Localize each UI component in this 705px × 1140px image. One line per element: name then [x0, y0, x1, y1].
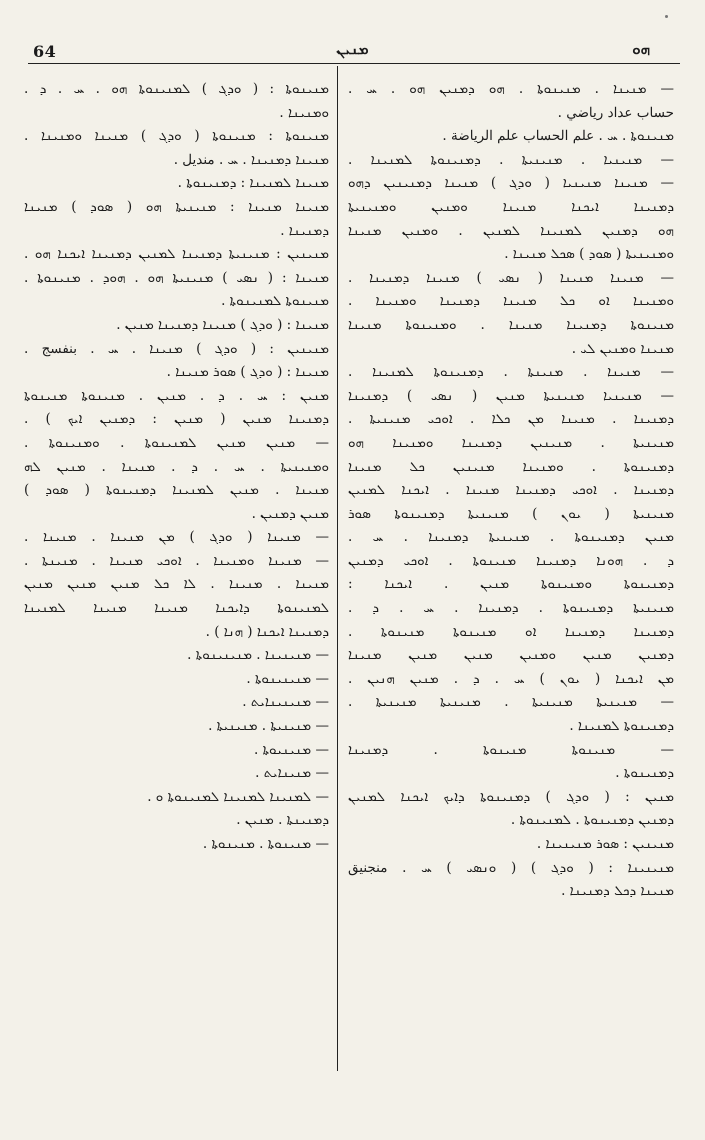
left-column-line: — ܡܢܝܢܐܝܬ . — [255, 765, 329, 782]
right-column-line: ܕܡܢܝܢܘܬܐ . — [615, 765, 674, 782]
right-column-line: ܕܡܢܝܢܐ ܐܝܟܢܐ ܡܢܝܢܐ ܘܡܢܝܢ ܘܡܢܝܢܝܬܐ — [348, 198, 674, 215]
column-divider — [337, 66, 338, 1071]
running-head: ܡܢܝܢ — [336, 40, 369, 58]
right-column-line: — ܡܢܝܢܐ . ܡܢܝܢܬܐ . ܕܡܢܝܢܘܬܐ ܠܡܢܝܢܐ . — [348, 364, 674, 381]
left-column-line: — ܡܢܝܢܝܬܐ . ܡܢܝܢܝܬܐ . — [208, 718, 329, 735]
left-column-line: ܡܢܝܢܐ : ( ܘܕܓ ) ܣܘܪ ܡܢܝܢܐ . — [166, 364, 329, 381]
left-column-line: ܕܡܢܝܢܐ ܐܝܟܢܐ ( ܗܢܐ ) . — [205, 623, 329, 640]
right-column — [348, 78, 674, 904]
right-column-line: ܡܢܝܢ ܕܡܢܝܢܘܬܐ . ܡܢܝܢܝܬܐ ܕܡܢܝܢܐ . ܚ . — [348, 529, 674, 546]
left-column-line: — ܡܢܝܢܝܢܐ . ܡܢܝܢܝܢܘܬܐ . — [187, 647, 329, 664]
right-column-line: ܕܡܢܝܢܘܬܐ ܘܡܢܝܢܘܬܐ ܡܢܝܢ . ܐܝܟܢܐ : — [348, 576, 674, 593]
left-column-line: ܠܡܢܝܢܘܬܐ ܕܐܝܟܢܐ ܡܢܝܢܐ ܡܢܝܢܐ ܠܡܢܝܢܐ — [24, 600, 329, 617]
right-column-line: ܕ . ܗܘܢܐ ܕܡܢܝܢܐ ܡܢܝܢܘܬܐ . ܐܘܟܝ ܕܡܢܝܢ — [348, 552, 674, 569]
left-column-line: — ܡܢܝܢܝܢܐܝܬ . — [242, 694, 329, 711]
left-column-line: — ܡܢܝܢ ܡܢܝܢ ܠܡܢܝܢܘܬܐ . ܘܡܢܝܢܘܬܐ . — [24, 434, 329, 451]
right-column-line: ܘܡܢܝܢܐ ܐܘ ܟܠ ܡܢܝܢܐ ܕܡܢܝܢܐ ܘܡܢܝܢܐ . — [348, 293, 674, 310]
left-column-line: ܡܢܝܢܐ : ( ܘܕܓ ) ܡܢܝܢܐ ܕܡܢܝܢܐ ܡܢܝܢ . — [116, 316, 329, 333]
left-column-line: — ܡܢܝܢܐ ܘܡܢܝܢܐ . ܐܘܟܝ ܡܢܝܢܐ . ܡܢܝܢܬܐ . — [24, 552, 329, 569]
right-column-line: ܕܡܢܝܢ ܡܢܝܢ ܘܡܢܝܢ ܡܢܝܢ ܡܢܝܢ ܡܢܝܢܐ — [348, 647, 674, 664]
right-column-line: — ܡܢܝܢܝܐ . ܡܢܝܢܝܬܐ . ܕܡܢܝܢܘܬܐ ܠܡܢܝܢܐ . — [348, 151, 674, 168]
left-column-line: ܡܢܝܢܐ ܠܡܢܝܢܐ : ܕܡܢܝܢܘܬܐ . — [177, 175, 329, 192]
right-column-line: ܡܢܝܢܝܬܐ . ܡܢܝܢܝܢ ܕܡܢܝܢܐ ܘܡܢܝܢܐ ܗܘ — [348, 434, 674, 451]
right-column-line: — ܡܢܝܢܐ . ܡܢܝܢܘܬܐ . ܗܘ ܕܡܢܝܢ ܗܘ . ܚ . — [348, 81, 674, 97]
right-column-line: — ܡܢܝܢܘܬܐ ܡܢܝܢܘܬܐ . ܕܡܢܝܢܐ — [348, 741, 674, 758]
right-column-line: ܡܢܝܢ : ( ܘܕܓ ) ܕܡܢܝܢܘܬܐ ܕܐܝܟ ܐܝܟܢܐ ܠܡܢܝܢ — [348, 788, 674, 805]
right-column-line: ܘܡܢܝܢܝܬܐ ( ܣܘܕ ) ܣܟܠ ܡܢܝܢܐ . — [504, 246, 674, 263]
right-column-line: ܡܢܝܢܘܬܐ ܕܡܢܝܢܐ ܡܢܝܢܐ . ܘܡܢܝܢܘܬܐ ܡܢܝܢܐ — [348, 316, 674, 333]
left-column-line: — ܡܢܝܢܝܢܘܬܐ . — [246, 670, 329, 687]
right-column-line: حساب عداد رياضي . — [557, 104, 674, 121]
right-column-line: — ܡܢܝܢܝܬܐ ܡܢܝܢܝܬܐ . ܡܢܝܢܝܬܐ ܡܢܝܢܝܬܐ . — [348, 694, 674, 711]
right-column-line: ܡܢܝܢܐ ܕܟܠ ܕܡܢܝܢܐ . — [561, 883, 674, 900]
left-column — [24, 78, 329, 857]
right-column-line: ܕܡܢܝܢܘܬܐ ܠܡܢܝܢܐ . — [569, 718, 674, 735]
left-column-line: ܘܡܢܝܢܐ . — [279, 104, 329, 121]
right-column-line: ܕܡܢܝܢܐ ܕܡܢܝܢܐ ܐܘ ܡܢܝܢܘܬܐ ܡܢܝܢܘܬܐ . — [348, 623, 674, 640]
right-column-line: ܕܡܢܝܢ ܕܡܢܝܢܘܬܐ . ܠܡܢܝܢܘܬܐ . — [510, 812, 674, 829]
right-column-line: ܡܢܝܢܘܬܐ . ܚ . علم الحساب علم الرياضة . — [442, 128, 674, 145]
right-column-line: — ܡܢܝܢܝܐ ܡܢܝܢܝܬܐ ܡܢܝܢ ( ܢܣܝ ) ܕܡܢܝܢܐ — [348, 387, 674, 404]
right-column-line: ܡܢܝܢܝܢ : ܣܘܪ ܡܢܝܢܝܢܐ . — [536, 836, 674, 852]
right-column-line: ܡܢܝܢܝܬܐ ( ܝܘܢ ) ܡܢܝܢܝܬܐ ܕܡܢܝܢܘܬܐ ܣܘܪ — [348, 505, 674, 522]
right-column-line: ܡܢ ܐܝܟܢܐ ( ܝܘܢ ) ܚ . ܕ . ܡܢܝܢ ܗܢܝܢ . — [348, 670, 674, 687]
section-letters: ܗܘ — [632, 40, 650, 58]
left-column-line: ܘܡܢܝܢܝܬܐ . ܚ . ܕ . ܡܢܝܢܐ . ܡܢܝܢ ܠܗ — [24, 458, 329, 475]
left-column-line: ܡܢܝܢܐ ܕܡܢܝܢܐ . ܚ . منديل . — [173, 151, 329, 168]
right-column-line: ܕܡܢܝܢܐ . ܐܘܟܝ ܕܡܢܝܢܐ ܡܢܝܢܐ . ܐܝܟܢܐ ܠܡܢܝܢ — [348, 482, 674, 499]
left-column-line: ܡܢܝܢܘܬܐ : ( ܘܕܓ ) ܠܡܢܝܢܘܬܐ ܗܘ . ܚ . ܕ . — [24, 81, 329, 97]
left-column-line: ܕܡܢܝܢܬܐ . ܡܢܝܢ . — [236, 812, 329, 829]
header-rule — [28, 63, 680, 64]
left-column-line: — ܡܢܝܢܘܬܐ . ܡܢܝܢܘܬܐ . — [202, 836, 329, 852]
left-column-line: ܕܡܢܝܢܐ . — [280, 222, 329, 239]
page-speck — [665, 15, 668, 18]
right-column-line: — ܡܢܝܢܐ ܡܢܝܢܝܐ ( ܘܕܓ ) ܡܢܝܢܐ ܕܡܢܝܢܝܢ ܕܗܘ — [348, 175, 674, 192]
left-column-line: ܡܢܝܢܐ ܡܢܝܢܐ : ܡܢܝܢܝܬܐ ܗܘ ( ܣܘܕ ) ܡܢܝܢܐ — [24, 198, 329, 215]
right-column-line: ܡܢܝܢܝܬܐ ܕܡܢܝܢܘܬܐ . ܕܡܢܝܢܐ . ܚ . ܕ . — [348, 600, 674, 617]
right-column-line: ܕܡܢܝܢܘܬܐ . ܘܡܢܝܢܐ ܡܢܝܢܝܢ ܟܠ ܡܢܝܢܐ — [348, 458, 674, 475]
left-column-line: ܡܢܝܢ : ܚ . ܕ . ܡܢܝܢ . ܡܢܝܢܘܬܐ ܡܢܝܢܘܬܐ — [24, 387, 329, 404]
left-column-line: ܡܢܝܢܝܢ : ( ܘܕܓ ) ܡܢܝܢܐ . ܚ . بنفسج . — [24, 340, 329, 357]
right-column-line: ܗܘ ܕܡܢܝܢ ܠܡܢܝܢܐ ܠܡܢܝܢ . ܘܡܢܝܢ ܡܢܝܢܐ — [348, 222, 674, 239]
left-column-line: — ܠܡܢܝܢܐ ܠܡܢܝܢܐ ܠܡܢܝܢܘܬܐ ܘ . — [147, 788, 329, 805]
left-column-line: ܡܢܝܢܐ . ܡܢܝܢܐ . ܠܐ ܟܠ ܡܢܝܢ ܡܢܝܢ ܡܢܝܢ — [24, 576, 329, 593]
left-column-line: — ܡܢܝܢܝܘܬܐ . — [253, 741, 329, 758]
left-column-line: ܡܢܝܢܐ : ( ܢܣܝ ) ܡܢܝܢܝܬܐ ܗܘ . ܗܘܕ . ܡܢܝܢܘܬܐ . — [24, 269, 329, 286]
left-column-line: ܕܡܢܝܢܐ ܡܢܝܢ ( ܡܢܝܢ : ܕܡܢܝܢ ܐܝܟ ) . — [24, 411, 329, 428]
left-column-line: ܡܢܝܢܘܬܐ ܠܡܢܝܢܘܬܐ . — [221, 293, 329, 310]
left-column-line: ܡܢܝܢܐ . ܡܢܝܢ ܠܡܢܝܢܐ ܕܡܢܝܢܘܬܐ ( ܣܘܕ ) — [24, 482, 329, 499]
right-column-line: ܡܢܝܢܐ ܘܡܢܝܢ ܠܝ . — [571, 340, 674, 357]
right-column-line: ܕܡܢܝܢܐ . ܡܢܝܢܐ ܡܢ ܟܠܐ . ܐܘܟܝ ܡܢܝܢܝܬܐ . — [348, 411, 674, 428]
right-column-line: ܡܢܝܢܝܢܐ : ( ܘܕܓ ) ( ܘܢܣܝ ) ܚ . منجنيق — [348, 859, 674, 876]
left-column-line: ܡܢܝܢ ܕܡܢܝܢ . — [251, 505, 329, 522]
right-column-line: — ܡܢܝܢܐ ܡܢܝܢܐ ( ܢܣܝ ) ܡܢܝܢܐ ܕܡܢܝܢܐ . — [348, 269, 674, 286]
page-number: 64 — [33, 42, 57, 61]
left-column-line: ܡܢܝܢܝܢ : ܡܢܝܢܝܬܐ ܕܡܢܝܢܐ ܠܡܢܝܢ ܕܡܢܝܢܐ ܐܝܟܢܐ ܗܘ . — [24, 246, 329, 263]
left-column-line: ܡܢܝܢܘܬܐ : ܡܢܝܢܘܬܐ ( ܘܕܓ ) ܡܢܝܢܐ ܘܡܢܝܢܐ . — [24, 128, 329, 145]
left-column-line: — ܡܢܝܢܐ ( ܘܕܓ ) ܡܢ ܡܢܝܢܐ . ܡܢܝܢܐ . — [24, 529, 329, 546]
